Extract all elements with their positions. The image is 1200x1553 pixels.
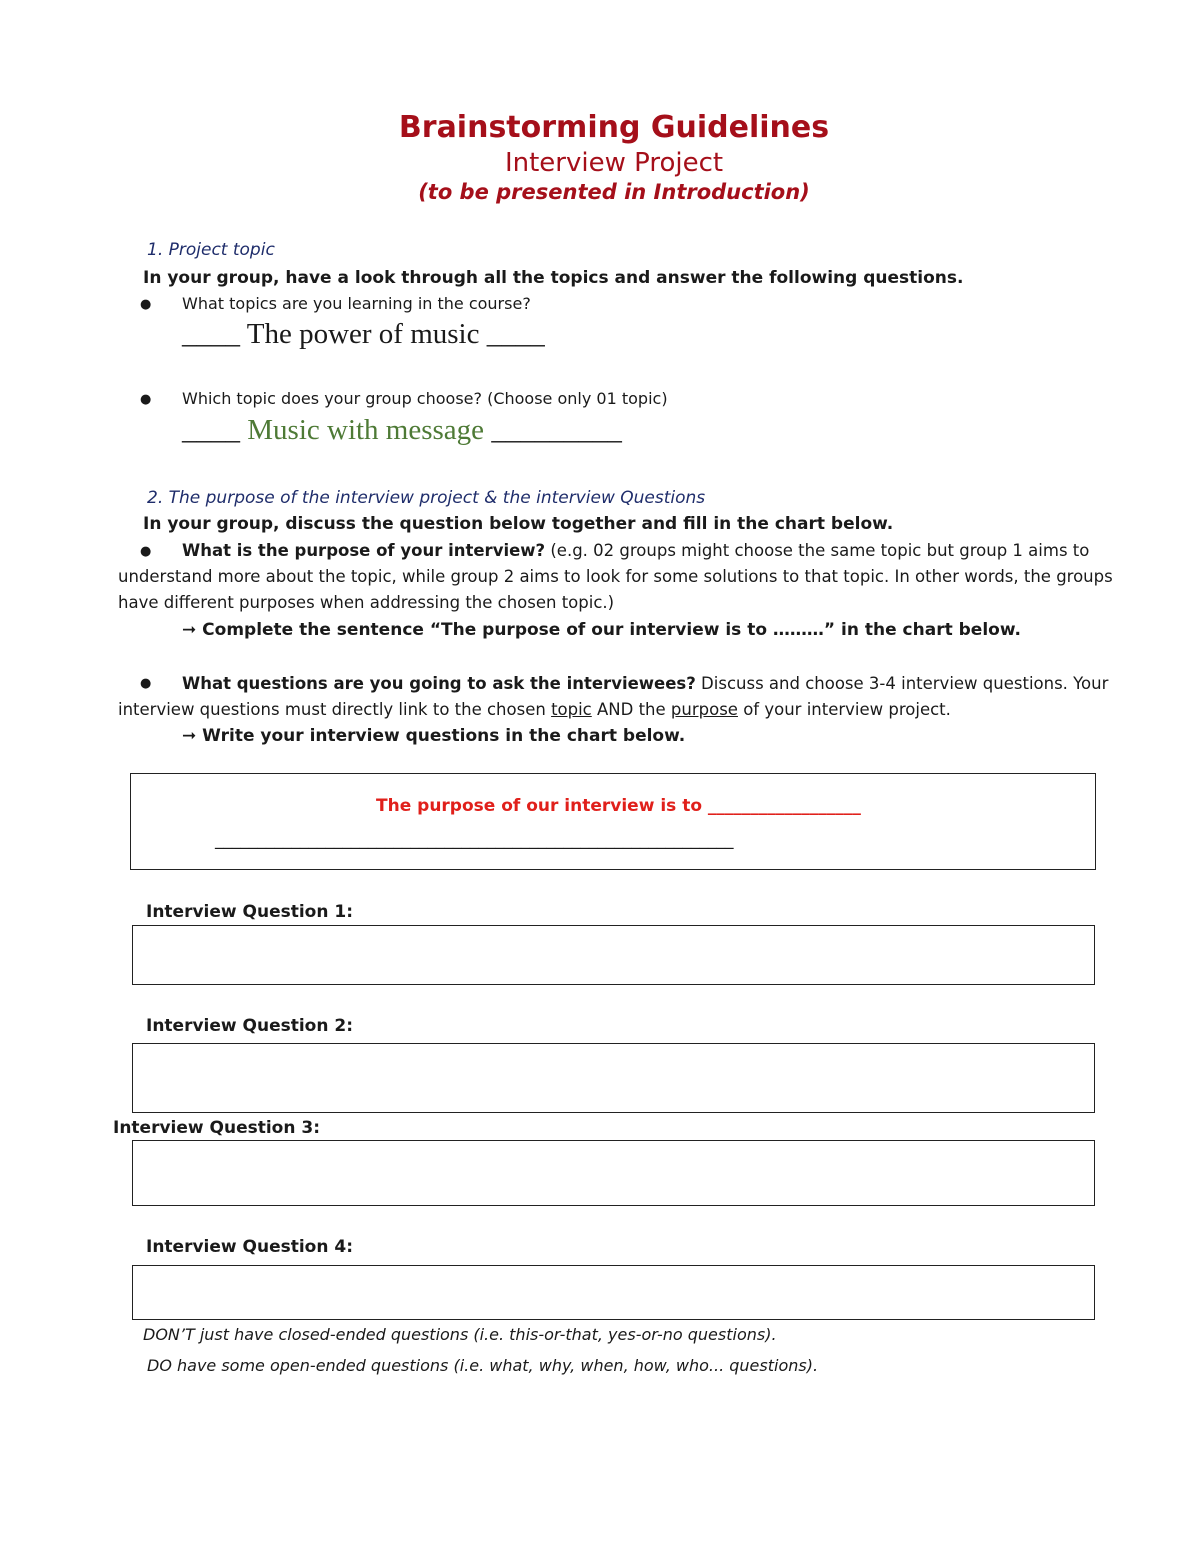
questions-text: AND the — [591, 700, 671, 719]
interview-question-4-box[interactable] — [132, 1265, 1095, 1320]
purpose-explanation — [118, 538, 1118, 616]
answer-text: Music with message — [247, 414, 485, 446]
questions-explanation — [118, 671, 1118, 723]
interview-question-1-box[interactable] — [132, 925, 1095, 985]
question-topics-learning: What topics are you learning in the course? — [182, 294, 531, 313]
topic-underlined: topic — [551, 700, 592, 719]
questions-text: of your interview project. — [737, 700, 951, 719]
purpose-blank-line: _____________________________________________________________ — [215, 830, 734, 850]
note-dont: DON’T just have closed-ended questions (i.e. this-or-that, yes-or-no questions). — [143, 1325, 777, 1344]
bullet-icon: ● — [140, 297, 152, 312]
purpose-sentence: The purpose of our interview is to __________________ — [376, 796, 861, 816]
bullet-icon: ● — [140, 676, 152, 691]
interview-question-1-label: Interview Question 1: — [146, 902, 354, 922]
note-do: DO have some open-ended questions (i.e. what, why, when, how, who... questions). — [147, 1356, 819, 1375]
section-heading-purpose: 2. The purpose of the interview project & the interview Questions — [147, 488, 706, 508]
interview-question-2-box[interactable] — [132, 1043, 1095, 1113]
interview-question-4-label: Interview Question 4: — [146, 1237, 354, 1257]
question-topic-choice: Which topic does your group choose? (Choose only 01 topic) — [182, 389, 668, 408]
section1-instruction: In your group, have a look through all the topics and answer the following questions. — [143, 268, 964, 288]
purpose-arrow-instruction: ➞ Complete the sentence “The purpose of our interview is to ………” in the chart below. — [182, 620, 1021, 640]
bullet-icon: ● — [140, 392, 152, 407]
answer-blank: _________ — [491, 414, 622, 446]
bullet-icon: ● — [140, 544, 152, 559]
interview-question-2-label: Interview Question 2: — [146, 1016, 354, 1036]
questions-arrow-instruction: ➞ Write your interview questions in the chart below. — [182, 726, 686, 746]
purpose-question: What is the purpose of your interview? — [182, 541, 546, 560]
answer-blank: ____ — [182, 414, 240, 446]
purpose-box[interactable] — [130, 773, 1096, 870]
section2-instruction: In your group, discuss the question below together and fill in the chart below. — [143, 514, 894, 534]
interview-question-3-label: Interview Question 3: — [113, 1118, 321, 1138]
purpose-example: (e.g. 02 groups might choose the same topic but group 1 aims to understand more about the topic, while group 2 aims to look for some solutions to that topic. In other words, the groups have different purposes when addressing the chosen topic.) — [118, 541, 1113, 612]
section-heading-project-topic: 1. Project topic — [147, 240, 275, 260]
questions-question: What questions are you going to ask the interviewees? — [182, 674, 696, 693]
purpose-underlined: purpose — [670, 700, 738, 719]
answer-topic-choice — [182, 414, 622, 447]
answer-text: The power of music — [246, 318, 480, 350]
document-title: Brainstorming Guidelines — [398, 110, 830, 145]
answer-blank: ____ — [486, 318, 545, 350]
questions-text: Discuss and choose 3-4 interview questions. Your interview questions must directly link to the chosen — [118, 674, 1109, 719]
document-note: (to be presented in Introduction) — [418, 180, 810, 204]
document-subtitle: Interview Project — [504, 148, 724, 178]
answer-blank: ____ — [182, 318, 240, 350]
answer-topics-learning — [182, 318, 545, 351]
interview-question-3-box[interactable] — [132, 1140, 1095, 1206]
